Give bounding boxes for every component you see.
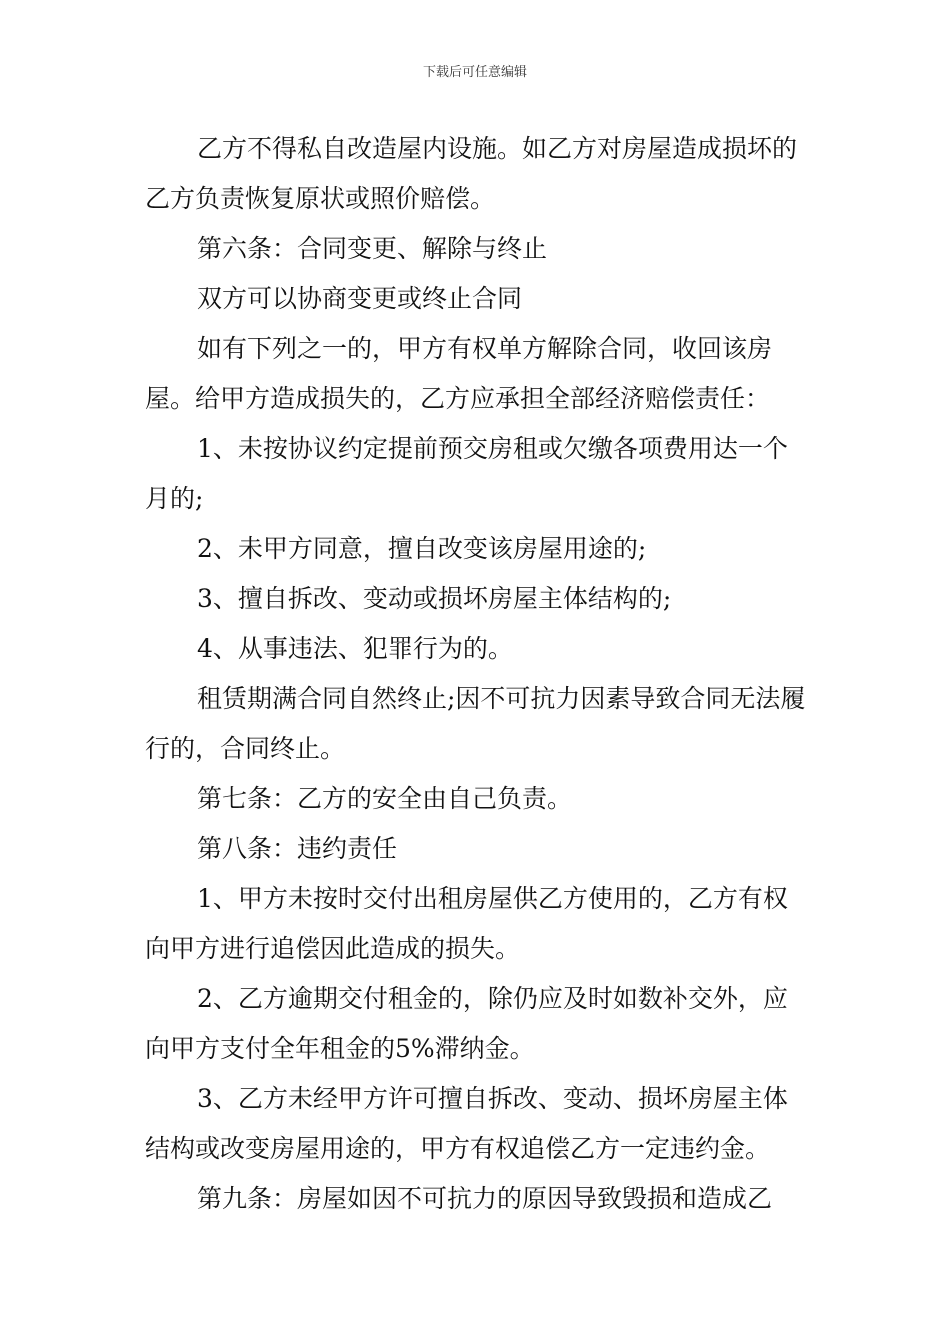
paragraph: 双方可以协商变更或终止合同 — [197, 284, 523, 313]
paragraph: 4、从事违法、犯罪行为的。 — [197, 634, 513, 663]
paragraph: 3、擅自拆改、变动或损坏房屋主体结构的; — [197, 584, 672, 613]
paragraph: 如有下列之一的，甲方有权单方解除合同，收回该房屋。给甲方造成损失的，乙方应承担全部经济赔偿责任： — [145, 334, 773, 413]
paragraph: 租赁期满合同自然终止;因不可抗力因素导致合同无法履行的，合同终止。 — [145, 684, 806, 763]
paragraph: 第九条：房屋如因不可抗力的原因导致毁损和造成乙 — [197, 1184, 773, 1213]
paragraph: 第八条：违约责任 — [197, 834, 398, 863]
paragraph: 第七条：乙方的安全由自己负责。 — [197, 784, 573, 813]
paragraph: 2、乙方逾期交付租金的，除仍应及时如数补交外，应向甲方支付全年租金的5%滞纳金。 — [145, 984, 788, 1063]
page-header: 下载后可任意编辑 — [422, 65, 527, 80]
paragraph: 1、甲方未按时交付出租房屋供乙方使用的，乙方有权向甲方进行追偿因此造成的损失。 — [145, 884, 788, 963]
paragraph: 1、未按协议约定提前预交房租或欠缴各项费用达一个月的; — [145, 434, 788, 513]
paragraph: 3、乙方未经甲方许可擅自拆改、变动、损坏房屋主体结构或改变房屋用途的，甲方有权追偿乙方一定违约金。 — [145, 1084, 788, 1163]
document-body — [145, 124, 810, 1224]
paragraph: 2、未甲方同意，擅自改变该房屋用途的; — [197, 534, 647, 563]
paragraph: 第六条：合同变更、解除与终止 — [197, 234, 548, 263]
paragraph: 乙方不得私自改造屋内设施。如乙方对房屋造成损坏的乙方负责恢复原状或照价赔偿。 — [145, 134, 798, 213]
